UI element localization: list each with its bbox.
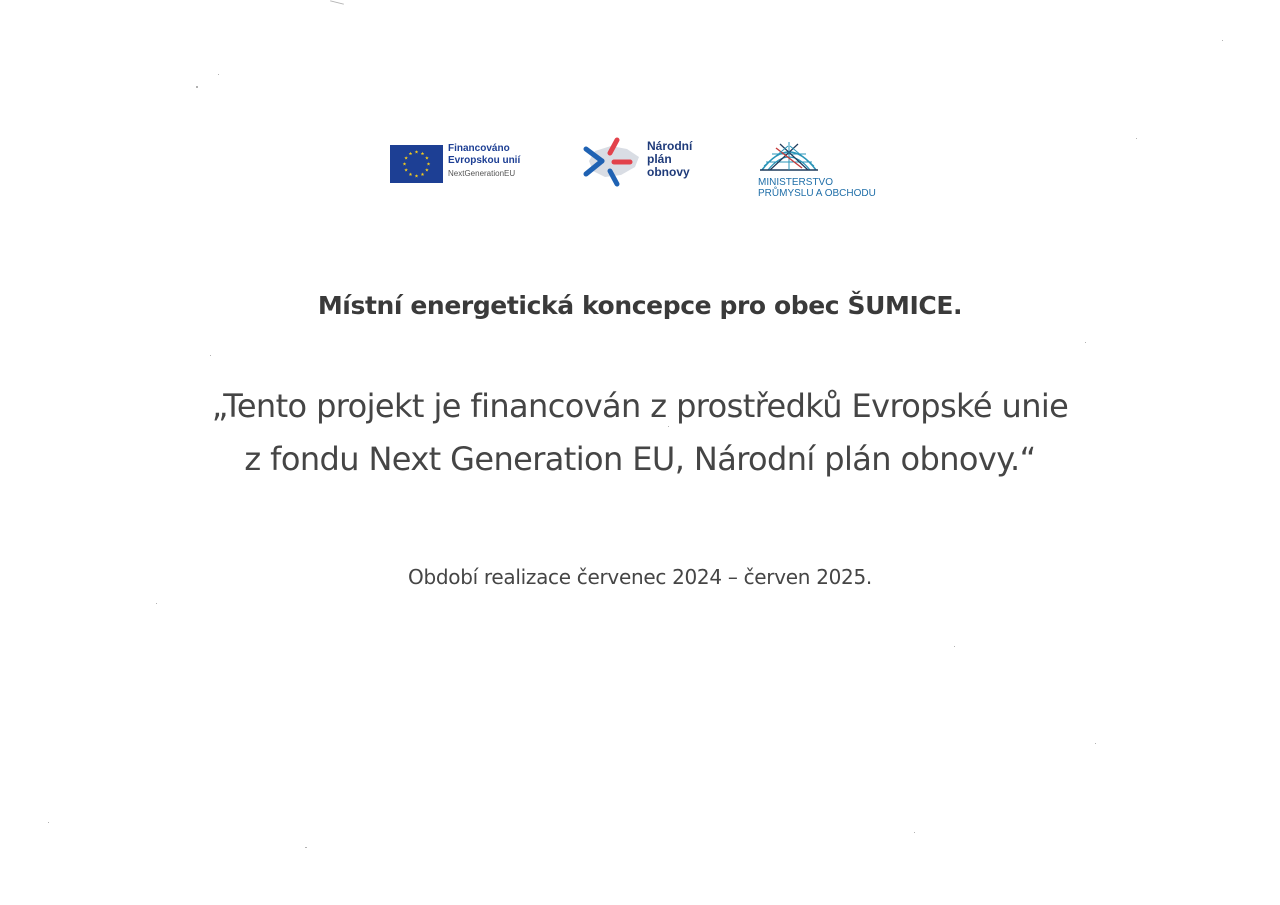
scan-speck — [1085, 342, 1086, 343]
npo-arrow-icon — [581, 137, 643, 189]
mpo-logo-text — [758, 177, 896, 199]
eu-logo-text — [448, 143, 540, 180]
funding-statement-line2: z fondu Next Generation EU, Národní plán obnovy.“ — [244, 440, 1036, 478]
mpo-globe-icon — [758, 140, 820, 174]
eu-star-icon — [425, 168, 429, 171]
scan-speck — [914, 832, 915, 833]
scan-speck — [1136, 138, 1137, 139]
eu-star-icon — [409, 152, 413, 155]
eu-logo-line1: Financováno — [448, 143, 510, 154]
eu-star-icon — [415, 174, 419, 177]
scan-speck — [1095, 743, 1096, 744]
eu-funding-logo — [390, 143, 540, 185]
funding-statement-line1: „Tento projekt je financován z prostředků Evropské unie — [211, 387, 1069, 425]
eu-star-icon — [421, 172, 425, 175]
eu-logo-line2: Evropskou unií — [448, 155, 521, 166]
funding-statement — [0, 380, 1280, 486]
mpo-logo-line2: PRŮMYSLU A OBCHODU — [758, 188, 876, 199]
eu-star-icon — [404, 156, 408, 159]
scan-streak — [330, 0, 344, 4]
npo-logo — [581, 137, 711, 189]
npo-logo-line2: plán — [647, 152, 672, 166]
document-title: Místní energetická koncepce pro obec ŠUMICE. — [317, 291, 963, 320]
scan-speck — [954, 646, 955, 647]
eu-star-icon — [421, 152, 425, 155]
realization-period: Období realizace červenec 2024 – červen 2025. — [408, 565, 872, 589]
scan-speck — [196, 86, 198, 88]
eu-logo-line3: NextGenerationEU — [448, 169, 516, 178]
scan-speck — [305, 847, 307, 848]
scan-speck — [210, 355, 211, 356]
npo-logo-line3: obnovy — [647, 165, 690, 179]
eu-star-icon — [404, 168, 408, 171]
scan-speck — [1222, 40, 1223, 41]
scan-speck — [156, 603, 157, 604]
scan-speck — [48, 822, 49, 823]
eu-star-icon — [409, 172, 413, 175]
eu-star-icon — [425, 156, 429, 159]
eu-star-icon — [403, 162, 407, 165]
eu-star-icon — [415, 150, 419, 153]
eu-flag-icon — [390, 145, 443, 183]
npo-logo-line1: Národní — [647, 139, 693, 153]
mpo-logo — [756, 140, 896, 202]
mpo-logo-line1: MINISTERSTVO — [758, 177, 834, 188]
eu-star-icon — [427, 162, 431, 165]
npo-logo-text — [647, 140, 711, 179]
scan-speck — [218, 74, 219, 75]
